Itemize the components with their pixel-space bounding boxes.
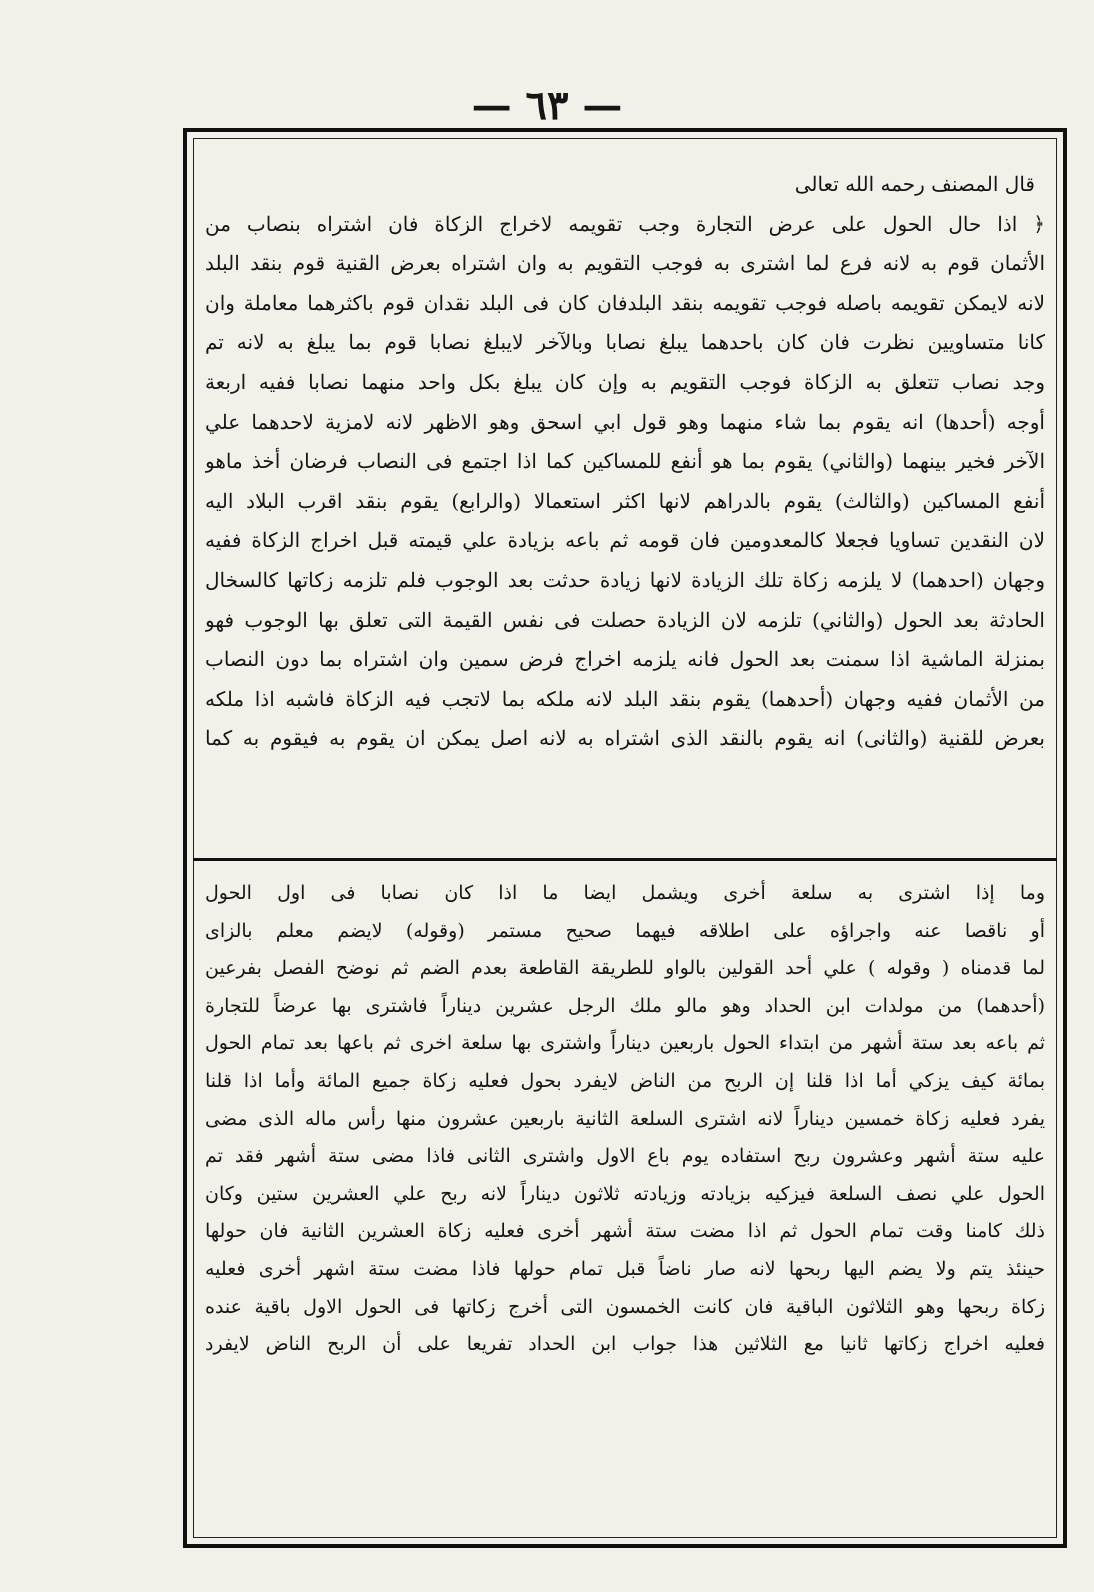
main-text-line: أوجه (أحدها) انه يقوم بما شاء منهما وهو قول ابي اسحق وهو الاظهر لانه لامزية لاحدهما علي [205, 409, 1045, 434]
page-number: — ٦٣ — [471, 82, 623, 129]
main-text-line: الآخر فخير بينهما (والثاني) يقوم بما هو أنفع للمساكين كما اذا اجتمع فى النصاب فرضان أخذ ماهو [205, 449, 1045, 474]
main-text-line: كانا متساويين نظرت فان كان باحدهما يبلغ نصابا وبالآخر لايبلغ نصابا قوم بما يبلغ به لانه تم [205, 330, 1045, 355]
main-text-line: بعرض للقنية (والثانى) انه يقوم بالنقد الذى اشتراه به لانه اصل يمكن ان يقوم به فيقوم به كما [205, 726, 1045, 751]
main-text-line: لانه لايمكن تقويمه باصله فوجب تقويمه بنقد البلدفان كان فى البلد نقدان قوم باكثرهما معاملة وان [205, 290, 1045, 315]
section-divider [193, 858, 1057, 861]
commentary-line: أو ناقصا عنه واجراؤه على اطلاقه فيهما صحيح مستمر (وقوله) لايضم معلم بالزاى [205, 919, 1045, 942]
main-text-line: ﴿ اذا حال الحول على عرض التجارة وجب تقويمه لاخراج الزكاة فان اشتراه بنصاب من [205, 211, 1045, 236]
main-text-line: لان النقدين تساويا فجعلا كالمعدومين فان قومه ثم باعه بزيادة علي قيمته قبل اخراج الزكاة ففيه [205, 528, 1045, 553]
main-text-line: الحادثة بعد الحول (والثاني) تلزمه لان الزيادة حصلت فى نفس القيمة التى تعلق بها الوجوب فهو [205, 607, 1045, 632]
main-text [205, 165, 1045, 759]
commentary-line: ثم باعه بعد ستة أشهر من ابتداء الحول باربعين ديناراً واشترى بها سلعة اخرى ثم باعها بعد تمام الحول [205, 1032, 1045, 1055]
commentary-line: (أحدهما) من مولدات ابن الحداد وهو مالو ملك الرجل عشرين ديناراً فاشترى بها عرضاً للتجارة [205, 994, 1045, 1017]
commentary-line: لما قدمناه ( وقوله ) علي أحد القولين بالواو للطريقة القاطعة بعدم الضم ثم نوضح الفصل بفرعين [205, 957, 1045, 980]
commentary-line: وما إذا اشترى به سلعة أخرى ويشمل ايضا ما اذا كان نصابا فى اول الحول [205, 882, 1045, 904]
commentary-line: بمائة كيف يزكي أما اذا قلنا إن الربح من الناض لايفرد بحول فعليه زكاة جميع المائة وأما اذا قلنا [205, 1069, 1045, 1092]
commentary-line: عليه ستة أشهر وعشرون ربح استفاده يوم باع الاول واشترى الثانى فاذا مضى ستة أشهر فقد تم [205, 1145, 1045, 1168]
main-text-line: أنفع المساكين (والثالث) يقوم بالدراهم لانها اكثر استعمالا (والرابع) يقوم بنقد اقرب البلاد اليه [205, 488, 1045, 513]
main-text-line: الأثمان قوم به لانه فرع لما اشترى به فوجب التقويم به وان اشتراه بعرض القنية قوم بنقد البلد [205, 251, 1045, 276]
main-text-line: بمنزلة الماشية اذا سمنت بعد الحول فانه يلزمه اخراج فرض سمين وان اشتراه بما دون النصاب [205, 647, 1045, 672]
commentary-line: ذلك كامنا وقت تمام الحول ثم اذا مضت ستة أشهر أخرى فعليه زكاة العشرين الثانية فان حولها [205, 1220, 1045, 1243]
commentary-line: زكاة ربحها وهو الثلاثون الباقية فان كانت الخمسون التى أخرج زكاتها فى الحول الاول باقية عنده [205, 1295, 1045, 1318]
commentary-text [205, 875, 1045, 1364]
main-text-line: وجد نصاب تتعلق به الزكاة فوجب التقويم به وإن كان يبلغ بكل واحد منهما نصابا ففيه اربعة [205, 369, 1045, 394]
commentary-line: فعليه اخراج زكاتها ثانيا مع الثلاثين هذا جواب ابن الحداد تفريعا على أن الربح الناض لايفرد [205, 1333, 1045, 1356]
main-text-line: من الأثمان ففيه وجهان (أحدهما) يقوم بنقد البلد لانه ملكه بما لاتجب فيه الزكاة فاشبه اذا ملكه [205, 686, 1045, 711]
main-text-line: وجهان (احدهما) لا يلزمه زكاة تلك الزيادة لانها زيادة حدثت بعد الوجوب فلم تلزمه زكاتها كالسخال [205, 567, 1045, 592]
section-heading: قال المصنف رحمه الله تعالى [794, 172, 1035, 196]
commentary-line: الحول علي نصف السلعة فيزكيه بزيادته وزيادته ثلاثون ديناراً لانه ربح علي العشرين ستين وكان [205, 1182, 1045, 1205]
commentary-line: حينئذ يتم ولا يضم اليها ربحها لانه صار ناضاً قبل تمام حولها فاذا مضت ستة اشهر أخرى فعليه [205, 1257, 1045, 1280]
commentary-line: يفرد فعليه زكاة خمسين ديناراً لانه اشترى السلعة الثانية باربعين عشرون منها رأس ماله الذى مضى [205, 1107, 1045, 1130]
